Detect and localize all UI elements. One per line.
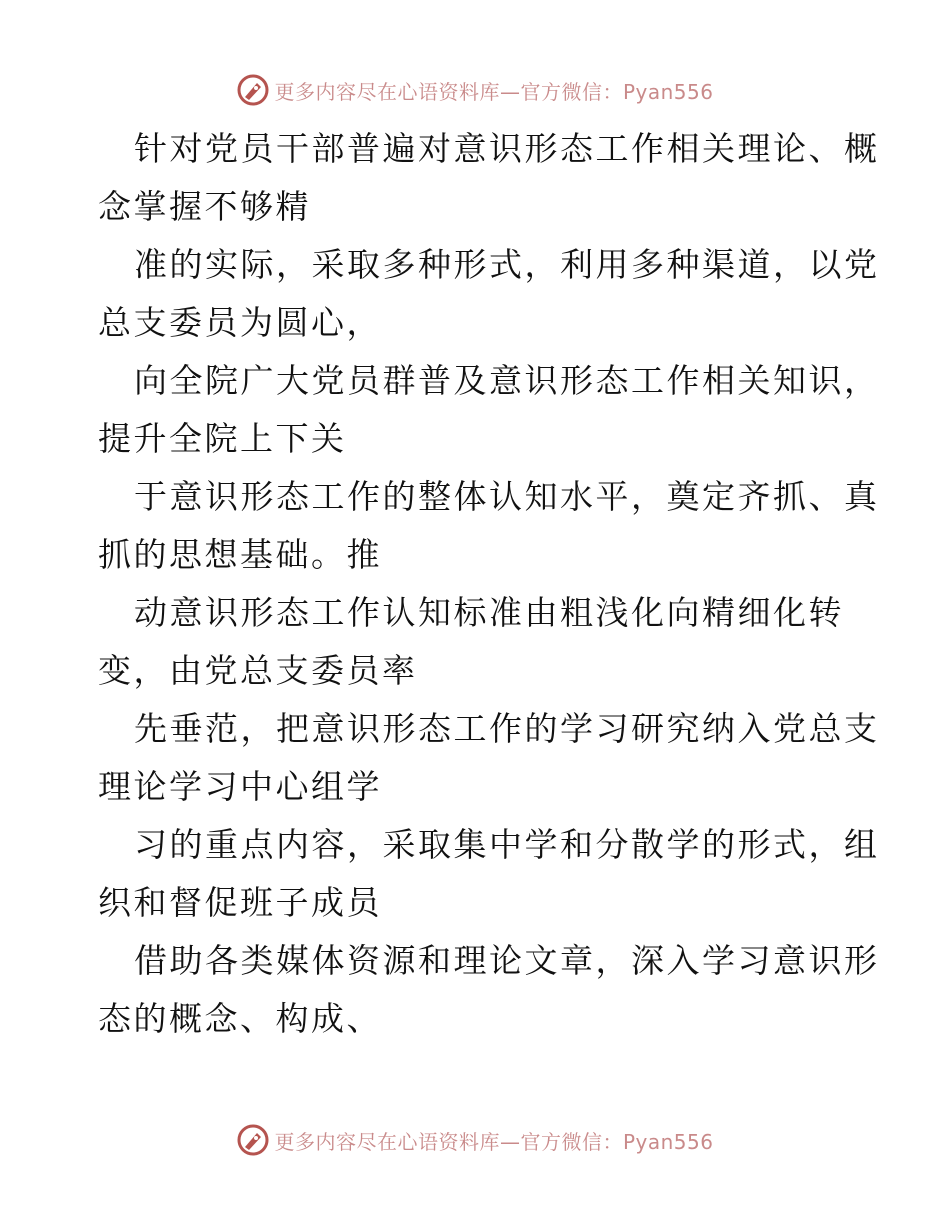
document-body <box>98 120 880 1048</box>
paragraph-line: 向全院广大党员群普及意识形态工作相关知识， <box>134 361 880 400</box>
paragraph-line: 理论学习中心组学 <box>98 767 382 806</box>
paragraph <box>98 236 880 352</box>
paragraph <box>98 120 880 236</box>
paragraph-line: 态的概念、构成、 <box>98 999 382 1038</box>
pen-nib-logo-icon <box>236 73 270 107</box>
paragraph-line: 织和督促班子成员 <box>98 883 382 922</box>
banner-text: 更多内容尽在心语资料库—官方微信：Pyan556 <box>274 1129 714 1154</box>
paragraph-line: 针对党员干部普遍对意识形态工作相关理论、概 <box>134 129 880 168</box>
paragraph-line: 念掌握不够精 <box>98 187 311 226</box>
banner-text: 更多内容尽在心语资料库—官方微信：Pyan556 <box>274 79 714 104</box>
paragraph <box>98 700 880 816</box>
paragraph-line: 准的实际，采取多种形式，利用多种渠道，以党 <box>134 245 880 284</box>
pen-nib-logo-icon <box>236 1123 270 1157</box>
footer-banner <box>0 1120 950 1160</box>
paragraph-line: 先垂范，把意识形态工作的学习研究纳入党总支 <box>134 709 880 748</box>
paragraph-line: 于意识形态工作的整体认知水平，奠定齐抓、真 <box>134 477 880 516</box>
paragraph <box>98 584 858 700</box>
paragraph-line: 提升全院上下关 <box>98 419 347 458</box>
paragraph <box>98 468 880 584</box>
header-banner <box>0 70 950 110</box>
paragraph-line: 变，由党总支委员率 <box>98 651 418 690</box>
paragraph-line: 习的重点内容，采取集中学和分散学的形式，组 <box>134 825 880 864</box>
paragraph <box>98 932 880 1048</box>
paragraph-line: 动意识形态工作认知标准由粗浅化向精细化转 <box>134 593 844 632</box>
paragraph <box>98 352 880 468</box>
paragraph-line: 抓的思想基础。推 <box>98 535 382 574</box>
paragraph <box>98 816 880 932</box>
paragraph-line: 借助各类媒体资源和理论文章，深入学习意识形 <box>134 941 880 980</box>
paragraph-line: 总支委员为圆心， <box>98 303 382 342</box>
